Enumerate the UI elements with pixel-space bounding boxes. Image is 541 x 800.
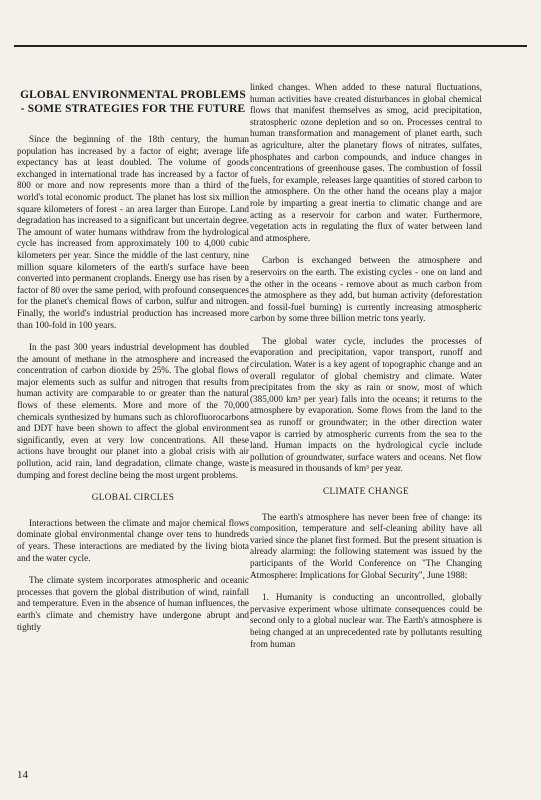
paragraph: In the past 300 years industrial development has doubled the amount of methane in the atmosphere and increased the concentration of carbon dioxide by 25%. The global flows of major elements such as sulfur and nitrogen that results from human activity are comparable to or greater than the natural flows of these elements. More and more of the 70,000 chemicals synthesized by humans such as chlorofluorocarbons and DDT have been shown to affect the global environment significantly, even at very low concentrations. All these actions have brought our planet into a global crisis with air pollution, acid rain, land degradation, climate change, waste dumping and forest decline being the most urgent problems. — [17, 342, 249, 480]
section-heading-global-circles: GLOBAL CIRCLES — [91, 492, 175, 503]
paragraph: The global water cycle, includes the processes of evaporation and precipitation, vapor transport, runoff and circulation. Water is a key agent of topographic change and an overall regulator of global chemistry and climate. Water precipitates from the sky as rain or snow, most of which (385,000 km³ per year) falls into the oceans; it returns to the atmosphere by evaporation. Some flows from the land to the sea as runoff or groundwater; in the other direction water vapor is carried by atmospheric currents from the sea to the land. Human impacts on the hydrological cycle include pollution of groundwater, surface waters and oceans. Net flow is measured in thousands of km³ per year. — [250, 335, 482, 474]
page-number: 14 — [17, 769, 28, 781]
paragraph: Carbon is exchanged between the atmosphere and reservoirs on the earth. The existing cycles - one on land and the other in the oceans - remove about as much carbon from the atmosphere as they add, but human activity (deforestation and fossil-fuel burning) is currently increasing atmospheric carbon by some three billion metric tons yearly. — [250, 255, 482, 324]
section-heading-climate-change: CLIMATE CHANGE — [323, 486, 409, 496]
article-title: GLOBAL ENVIRONMENTAL PROBLEMS - SOME STRATEGIES FOR THE FUTURE — [20, 89, 246, 115]
top-rule — [14, 45, 527, 47]
paragraph: Interactions between the climate and major chemical flows dominate global environmental change over tens to hundreds of years. These interactions are mediated by the living biota and the water cycle. — [17, 517, 249, 563]
paragraph: 1. Humanity is conducting an uncontrolled, globally pervasive experiment whose ultimate consequences could be second only to a global nuclear war. The Earth's atmosphere is being changed at an unprecedented rate by pollutants resulting from human — [250, 592, 482, 649]
paragraph: linked changes. When added to these natural fluctuations, human activities have created disturbances in global chemical flows that manifest themselves as smog, acid precipitation, stratospheric ozone depletion and so on. Processes central to human transformation and management of planet earth, such as agriculture, alter the planetary flows of nitrates, sulfates, phosphates and carbon compounds, and induce changes in concentrations of greenhouse gases. The combustion of fossil fuels, for example, releases large quantities of stored carbon to the atmosphere. On the other hand the oceans play a major role by imparting a great inertia to climatic change and are acting as a reservoir for carbon and water. Furthermore, vegetation acts in regulating the flux of water between land and atmosphere. — [250, 82, 482, 243]
paragraph: The climate system incorporates atmospheric and oceanic processes that govern the global distribution of wind, rainfall and temperature. Even in the absence of human influences, the earth's climate and chemistry have undergone abrupt and tightly — [17, 575, 249, 632]
left-column — [17, 82, 249, 633]
paragraph: Since the beginning of the 18th century, the human population has increased by a factor of eight; average life expectancy has at least doubled. The volume of goods exchanged in international trade has increased by a factor of 800 or more and now represents more than a third of the world's total economic product. The planet has lost six million square kilometers of forest - an area larger than Europe. Land degradation has increased to a significant but uncertain degree. The amount of water humans withdraw from the hydrological cycle has increased from approximately 100 to 4,000 cubic kilometers per year. Since the middle of the last century, nine million square kilometers of the earth's surface have been converted into permanent croplands. Energy use has risen by a factor of 80 over the same period, with profound consequences for the planet's chemical flows of carbon, sulfur and nitrogen. Finally, the world's industrial production has increased more than 100-fold in 100 years. — [17, 134, 249, 330]
right-column — [250, 82, 482, 650]
paragraph: The earth's atmosphere has never been free of change: its composition, temperature and self-cleaning ability have all varied since the planet first formed. But the present situation is already alarming: the following statement was issued by the participants of the World Conference on "The Changing Atmosphere: Implications for Global Security", June 1988: — [250, 511, 482, 580]
